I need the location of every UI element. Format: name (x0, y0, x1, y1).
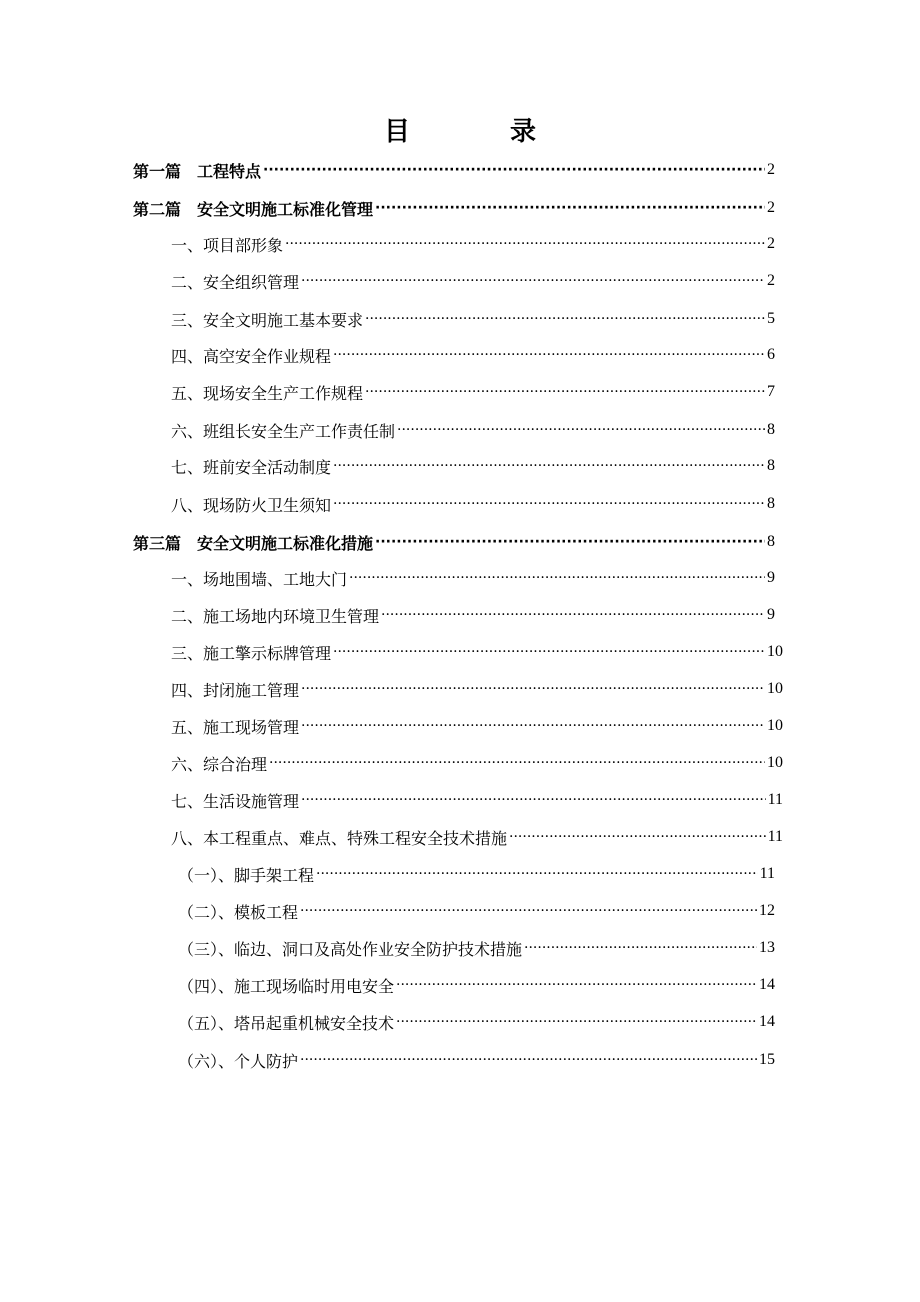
dot-leader (375, 534, 765, 550)
toc-label: 六、综合治理 (171, 754, 268, 774)
toc-label: 五、现场安全生产工作规程 (171, 383, 364, 403)
dot-leader (285, 236, 765, 252)
toc-page-number: 2 (767, 272, 775, 289)
dot-leader (301, 792, 766, 808)
dot-leader (524, 940, 757, 956)
toc-label: 第二篇 安全文明施工标准化管理 (133, 199, 374, 219)
toc-entry[interactable] (178, 935, 775, 961)
toc-entry-part-2[interactable] (133, 195, 775, 221)
toc-page-number: 5 (767, 310, 775, 327)
toc-entry[interactable] (178, 861, 775, 887)
dot-leader (396, 1014, 757, 1030)
toc-label: （三）、临边、洞口及高处作业安全防护技术措施 (178, 939, 523, 959)
toc-label: （一）、脚手架工程 (178, 865, 315, 885)
toc-label: 八、本工程重点、难点、特殊工程安全技术措施 (171, 828, 508, 848)
dot-leader (333, 496, 765, 512)
toc-page-number: 9 (767, 606, 775, 623)
dot-leader (396, 977, 757, 993)
toc-entry[interactable] (171, 565, 775, 591)
dot-leader (349, 570, 765, 586)
toc-label: 二、施工场地内环境卫生管理 (171, 606, 380, 626)
toc-label: 五、施工现场管理 (171, 717, 300, 737)
toc-entry[interactable] (171, 491, 775, 517)
toc-entry[interactable] (171, 379, 775, 405)
toc-entry[interactable] (171, 787, 783, 813)
dot-leader (300, 903, 757, 919)
toc-label: 四、高空安全作业规程 (171, 346, 332, 366)
dot-leader (333, 458, 765, 474)
dot-leader (509, 829, 766, 845)
dot-leader (263, 162, 765, 178)
toc-page-number: 14 (759, 976, 775, 993)
toc-page-number: 8 (767, 533, 775, 550)
toc-page-number: 13 (759, 939, 775, 956)
dot-leader (269, 755, 765, 771)
toc-page-number: 7 (767, 383, 775, 400)
dot-leader (381, 607, 765, 623)
toc-label: 六、班组长安全生产工作责任制 (171, 421, 396, 441)
toc-label: 八、现场防火卫生须知 (171, 495, 332, 515)
toc-entry[interactable] (178, 898, 775, 924)
toc-label: 一、场地围墙、工地大门 (171, 569, 348, 589)
toc-label: 二、安全组织管理 (171, 272, 300, 292)
toc-page-number: 11 (759, 865, 775, 882)
toc-page-number: 6 (767, 346, 775, 363)
toc-entry[interactable] (171, 713, 783, 739)
dot-leader (397, 422, 765, 438)
toc-entry-part-1[interactable] (133, 157, 775, 183)
toc-page-number: 2 (767, 199, 775, 216)
toc-entry[interactable] (171, 602, 775, 628)
toc-page-number: 11 (767, 791, 783, 808)
dot-leader (301, 273, 765, 289)
toc-entry[interactable] (171, 750, 783, 776)
toc-entry[interactable] (171, 306, 775, 332)
toc-label: 四、封闭施工管理 (171, 680, 300, 700)
toc-label: 一、项目部形象 (171, 235, 284, 255)
toc-entry[interactable] (171, 676, 783, 702)
toc-entry[interactable] (171, 268, 775, 294)
toc-page-number: 10 (767, 717, 783, 734)
toc-label: （五）、塔吊起重机械安全技术 (178, 1013, 395, 1033)
toc-page-number: 2 (767, 161, 775, 178)
toc-page-number: 9 (767, 569, 775, 586)
toc-page-number: 10 (767, 643, 783, 660)
toc-entry-part-3[interactable] (133, 529, 775, 555)
toc-label: 三、施工擎示标牌管理 (171, 643, 332, 663)
toc-entry[interactable] (171, 639, 783, 665)
toc-page-number: 15 (759, 1051, 775, 1068)
title-char-1: 目 (383, 117, 410, 147)
toc-label: 三、安全文明施工基本要求 (171, 310, 364, 330)
toc-label: （四）、施工现场临时用电安全 (178, 976, 395, 996)
dot-leader (375, 200, 765, 216)
dot-leader (316, 866, 758, 882)
toc-page-number: 8 (767, 457, 775, 474)
toc-label: 第一篇 工程特点 (133, 161, 262, 181)
dot-leader (300, 1052, 757, 1068)
toc-label: （二）、模板工程 (178, 902, 299, 922)
toc-page-number: 8 (767, 495, 775, 512)
toc-page-number: 2 (767, 235, 775, 252)
toc-page-number: 10 (767, 680, 783, 697)
toc-entry[interactable] (178, 972, 775, 998)
dot-leader (301, 718, 765, 734)
toc-entry[interactable] (171, 417, 775, 443)
dot-leader (333, 347, 765, 363)
toc-entry[interactable] (171, 824, 783, 850)
dot-leader (365, 384, 765, 400)
toc-entry[interactable] (178, 1047, 775, 1073)
toc-page-number: 8 (767, 421, 775, 438)
toc-page-number: 10 (767, 754, 783, 771)
title-char-2: 录 (510, 117, 537, 147)
toc-entry[interactable] (171, 342, 775, 368)
toc-entry[interactable] (171, 231, 775, 257)
toc-page-number: 12 (759, 902, 775, 919)
toc-entry[interactable] (171, 453, 775, 479)
dot-leader (333, 644, 765, 660)
toc-page-number: 11 (767, 828, 783, 845)
toc-label: （六）、个人防护 (178, 1051, 299, 1071)
toc-entry[interactable] (178, 1009, 775, 1035)
dot-leader (365, 311, 765, 327)
page-title (0, 112, 920, 152)
toc-label: 七、班前安全活动制度 (171, 457, 332, 477)
toc-page-number: 14 (759, 1013, 775, 1030)
toc-label: 七、生活设施管理 (171, 791, 300, 811)
toc-label: 第三篇 安全文明施工标准化措施 (133, 533, 374, 553)
dot-leader (301, 681, 765, 697)
